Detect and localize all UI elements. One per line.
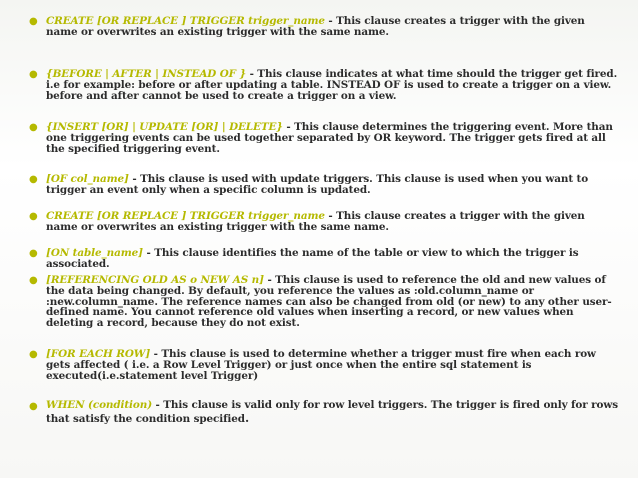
bullet-item-on-table xyxy=(29,248,619,270)
clause-syntax: [FOR EACH ROW] xyxy=(46,348,151,360)
clause-description: - This clause creates a trigger with the given name or overwrites an existing trigger with the same name. xyxy=(46,15,585,38)
bullet-dot-icon: ● xyxy=(29,69,38,80)
bullet-dot-icon: ● xyxy=(29,211,38,222)
clause-description: - This clause is used with update triggers. This clause is used when you want to trigger an event only when a specific column is updated. xyxy=(46,173,589,196)
clause-description: - This clause creates a trigger with the given name or overwrites an existing trigger with the same name. xyxy=(46,210,585,233)
clause-syntax: [OF col_name] xyxy=(46,173,129,185)
clause-description: - This clause is used to reference the old and new values of the data being changed. By default, you reference the values as :old.column_name or :new.column_name. The reference names can also be changed from old (or new) to any other user-defined name. You cannot reference old values when inserting a record, or new values when deleting a record, because they do not exist. xyxy=(46,274,612,330)
clause-syntax: WHEN (condition) xyxy=(46,399,153,411)
bullet-item-create-trigger xyxy=(29,16,619,38)
clause-syntax: [REFERENCING OLD AS o NEW AS n] xyxy=(46,274,264,286)
bullet-item-for-each-row xyxy=(29,349,619,381)
bullet-dot-icon: ● xyxy=(29,275,38,286)
clause-description: - This clause is used to determine whether a trigger must fire when each row gets affected ( i.e. a Row Level Trigger) or just once when the entire sql statement is executed(i.e.statement level Trigger) xyxy=(46,348,596,382)
clause-syntax: CREATE [OR REPLACE ] TRIGGER trigger_name xyxy=(46,210,325,222)
clause-description: - This clause indicates at what time should the trigger get fired. i.e for example: before or after updating a table. INSTEAD OF is used to create a trigger on a view. before and after cannot be used to create a trigger on a view. xyxy=(46,68,618,102)
clause-description: - This clause identifies the name of the table or view to which the trigger is associated. xyxy=(46,247,579,270)
clause-syntax: {BEFORE | AFTER | INSTEAD OF } xyxy=(46,68,247,80)
bullet-dot-icon: ● xyxy=(29,349,38,360)
bullet-dot-icon: ● xyxy=(29,174,38,185)
sentence-period: . xyxy=(244,411,250,425)
bullet-item-timing xyxy=(29,69,619,101)
bullet-dot-icon: ● xyxy=(29,16,38,27)
clause-description: - This clause determines the triggering event. More than one triggering events can be used together separated by OR keyword. The trigger gets fired at all the specified triggering event. xyxy=(46,121,613,155)
clause-syntax: {INSERT [OR] | UPDATE [OR] | DELETE} xyxy=(46,121,283,133)
bullet-item-of-col xyxy=(29,174,619,196)
bullet-item-event xyxy=(29,122,619,154)
clause-syntax: [ON table_name] xyxy=(46,247,143,259)
bullet-dot-icon: ● xyxy=(29,122,38,133)
clause-description: - This clause is valid only for row level triggers. The trigger is fired only for rows that satisfy the condition specified xyxy=(46,399,618,425)
bullet-item-when xyxy=(29,399,619,426)
bullet-dot-icon: ● xyxy=(29,401,38,412)
bullet-item-referencing xyxy=(29,275,619,329)
bullet-dot-icon: ● xyxy=(29,248,38,259)
clause-syntax: CREATE [OR REPLACE ] TRIGGER trigger_name xyxy=(46,15,325,27)
bullet-item-create-trigger-repeat xyxy=(29,211,619,233)
